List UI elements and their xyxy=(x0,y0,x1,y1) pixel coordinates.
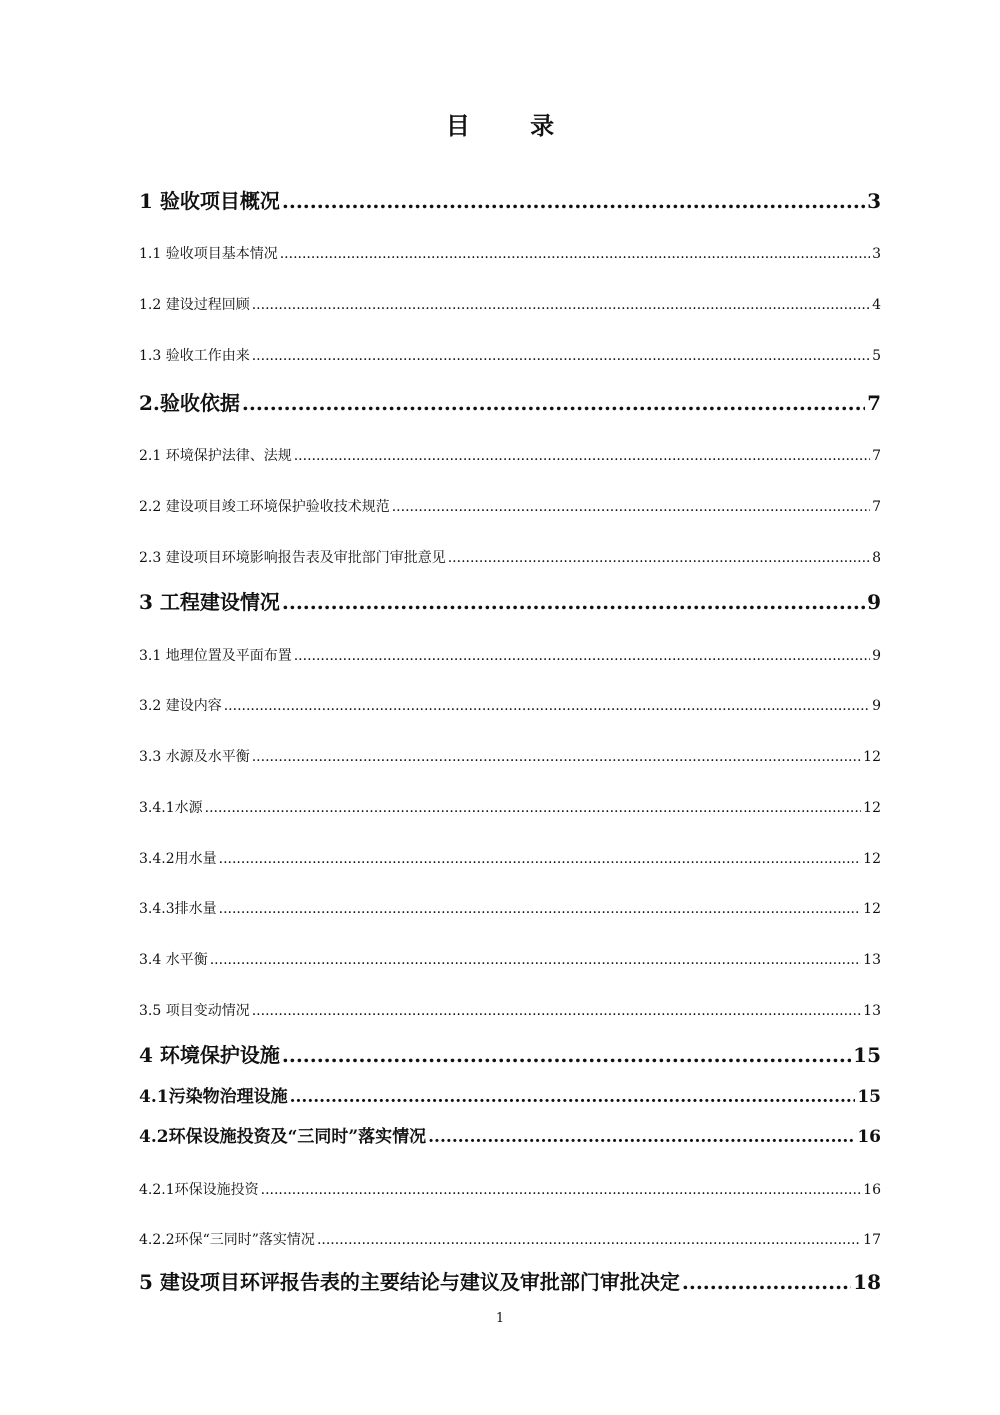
toc-label: 1 验收项目概况 xyxy=(139,189,280,213)
toc-page-number: 15 xyxy=(853,1043,881,1067)
toc-leader xyxy=(252,295,870,315)
toc-entry-3-4-2[interactable] xyxy=(139,849,881,869)
toc-entry-4[interactable] xyxy=(139,1042,881,1068)
toc-leader xyxy=(210,950,861,970)
toc-page-number: 9 xyxy=(867,590,881,614)
toc-leader xyxy=(290,1085,856,1109)
toc-entry-3[interactable] xyxy=(139,589,881,615)
footer-page-number: 1 xyxy=(495,1311,505,1326)
toc-label: 1.2 建设过程回顾 xyxy=(139,297,250,313)
toc-page-number: 9 xyxy=(872,698,881,714)
toc-entry-2-1[interactable] xyxy=(139,446,881,466)
toc-entry-3-4-1[interactable] xyxy=(139,798,881,818)
toc-page-number: 12 xyxy=(863,749,881,765)
toc-page-number: 16 xyxy=(863,1182,881,1198)
toc-leader xyxy=(294,446,870,466)
toc-entry-2[interactable] xyxy=(139,390,881,416)
toc-leader xyxy=(224,696,870,716)
toc-label: 4.1污染物治理设施 xyxy=(139,1087,288,1107)
toc-page-number: 7 xyxy=(872,448,881,464)
toc-leader xyxy=(280,244,870,264)
toc-page-number: 9 xyxy=(872,648,881,664)
toc-label: 3.4.3排水量 xyxy=(139,901,217,917)
toc-page-number: 15 xyxy=(857,1087,881,1107)
toc-leader xyxy=(428,1125,855,1149)
toc-page-number: 3 xyxy=(867,189,881,213)
toc-entry-2-3[interactable] xyxy=(139,548,881,568)
toc-page-number: 3 xyxy=(872,246,881,262)
toc-label: 3.3 水源及水平衡 xyxy=(139,749,250,765)
toc-entry-5[interactable] xyxy=(139,1269,881,1295)
toc-leader xyxy=(317,1230,861,1250)
toc-label: 3.4.2用水量 xyxy=(139,851,217,867)
toc-label: 4.2环保设施投资及“三同时”落实情况 xyxy=(139,1127,427,1147)
toc-entry-3-2[interactable] xyxy=(139,696,881,716)
toc-label: 3.1 地理位置及平面布置 xyxy=(139,648,292,664)
toc-leader xyxy=(294,646,870,666)
toc-entry-4-2-1[interactable] xyxy=(139,1180,881,1200)
toc-entry-1[interactable] xyxy=(139,188,881,214)
toc-entry-2-2[interactable] xyxy=(139,497,881,517)
toc-page-number: 12 xyxy=(863,800,881,816)
toc-leader xyxy=(282,589,865,615)
toc-page-number: 7 xyxy=(867,391,881,415)
toc-page-number: 17 xyxy=(863,1232,881,1248)
toc-leader xyxy=(252,346,870,366)
toc-entry-3-1[interactable] xyxy=(139,646,881,666)
toc-page-number: 13 xyxy=(863,952,881,968)
toc-label: 3.4 水平衡 xyxy=(139,952,208,968)
toc-label: 4.2.2环保“三同时”落实情况 xyxy=(139,1232,315,1248)
toc-label: 3.2 建设内容 xyxy=(139,698,222,714)
toc-page-number: 8 xyxy=(872,550,881,566)
toc-leader xyxy=(448,548,870,568)
toc-entry-4-2-2[interactable] xyxy=(139,1230,881,1250)
toc-leader xyxy=(219,899,862,919)
toc-page-number: 13 xyxy=(863,1003,881,1019)
toc-leader xyxy=(282,188,865,214)
toc-page-number: 4 xyxy=(872,297,881,313)
toc-label: 3.5 项目变动情况 xyxy=(139,1003,250,1019)
page-title: 目 录 xyxy=(445,111,581,140)
toc-leader xyxy=(205,798,862,818)
toc-label: 5 建设项目环评报告表的主要结论与建议及审批部门审批决定 xyxy=(139,1270,680,1294)
toc-label: 4.2.1环保设施投资 xyxy=(139,1182,259,1198)
toc-label: 1.1 验收项目基本情况 xyxy=(139,246,278,262)
toc-entry-4-1[interactable] xyxy=(139,1085,881,1109)
toc-leader xyxy=(252,1001,861,1021)
toc-page-number: 18 xyxy=(853,1270,881,1294)
toc-page-number: 12 xyxy=(863,901,881,917)
toc-label: 1.3 验收工作由来 xyxy=(139,348,250,364)
toc-leader xyxy=(252,747,861,767)
toc-leader xyxy=(261,1180,862,1200)
toc-entry-3-3[interactable] xyxy=(139,747,881,767)
toc-page-number: 16 xyxy=(857,1127,881,1147)
toc-entry-1-3[interactable] xyxy=(139,346,881,366)
toc-entry-3-4-3[interactable] xyxy=(139,899,881,919)
toc-label: 2.1 环境保护法律、法规 xyxy=(139,448,292,464)
toc-entry-1-1[interactable] xyxy=(139,244,881,264)
toc-page-number: 5 xyxy=(872,348,881,364)
toc-label: 3 工程建设情况 xyxy=(139,590,280,614)
toc-leader xyxy=(392,497,870,517)
toc-entry-3-4[interactable] xyxy=(139,950,881,970)
toc-label: 3.4.1水源 xyxy=(139,800,203,816)
toc-entry-4-2[interactable] xyxy=(139,1125,881,1149)
toc-page-number: 7 xyxy=(872,499,881,515)
toc-label: 2.2 建设项目竣工环境保护验收技术规范 xyxy=(139,499,390,515)
toc-label: 4 环境保护设施 xyxy=(139,1043,280,1067)
toc-leader xyxy=(282,1042,851,1068)
toc-label: 2.验收依据 xyxy=(139,391,240,415)
toc-leader xyxy=(219,849,862,869)
toc-leader xyxy=(682,1269,851,1295)
toc-label: 2.3 建设项目环境影响报告表及审批部门审批意见 xyxy=(139,550,446,566)
toc-entry-3-5[interactable] xyxy=(139,1001,881,1021)
toc-entry-1-2[interactable] xyxy=(139,295,881,315)
toc-leader xyxy=(242,390,865,416)
toc-page-number: 12 xyxy=(863,851,881,867)
